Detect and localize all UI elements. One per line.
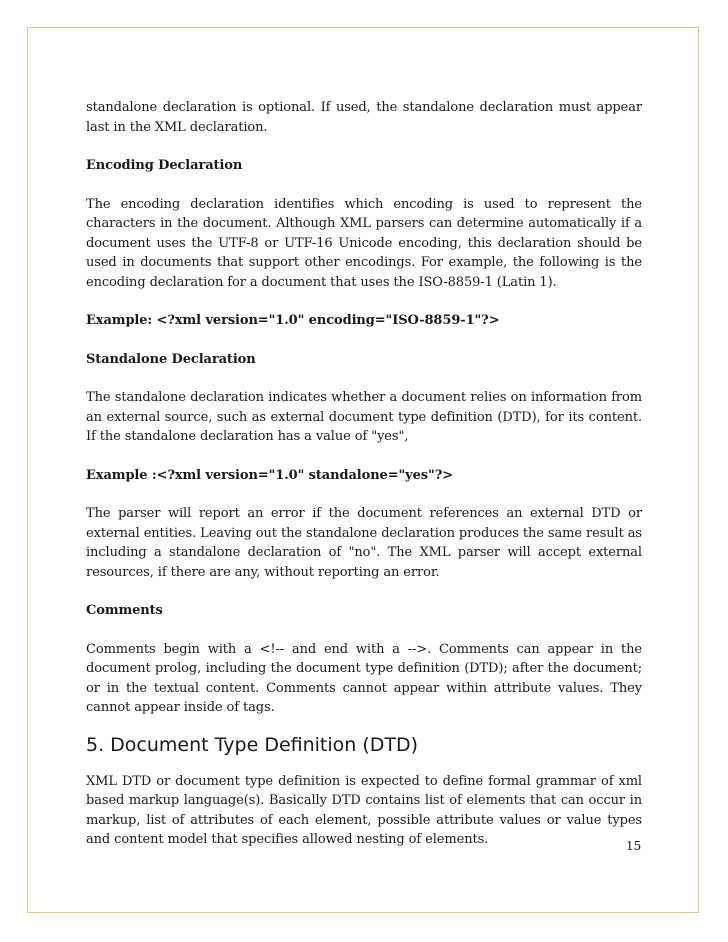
example-encoding: Example: <?xml version="1.0" encoding="ISO-8859-1"?>: [86, 313, 500, 328]
example-standalone: Example :<?xml version="1.0" standalone="yes"?>: [86, 467, 454, 483]
section-heading-dtd: 5. Document Type Definition (DTD): [86, 733, 419, 756]
paragraph-parser-error: The parser will report an error if the document references an external DTD or external entities. Leaving out the standalone declaration produces the same result as including a standalone declaration of "no". The XML parser will accept external resources, if there are any, without reporting an error.: [86, 506, 642, 580]
page-content: [86, 98, 642, 850]
heading-comments: Comments: [86, 603, 163, 618]
paragraph-standalone-optional: standalone declaration is optional. If used, the standalone declaration must appear last in the XML declaration.: [86, 100, 642, 135]
paragraph-dtd: XML DTD or document type definition is expected to define formal grammar of xml based markup language(s). Basically DTD contains list of elements that can occur in markup, list of attributes of each element, possible attribute values or value types and content model that specifies allowed nesting of elements.: [86, 773, 642, 847]
paragraph-encoding: The encoding declaration identifies which encoding is used to represent the characters in the document. Although XML parsers can determine automatically if a document uses the UTF-8 or UTF-16 Unicode encoding, this declaration should be used in documents that support other encodings. For example, the following is the encoding declaration for a document that uses the ISO-8859-1 (Latin 1).: [86, 196, 642, 290]
paragraph-comments: Comments begin with a <!-- and end with a -->. Comments can appear in the document prolog, including the document type definition (DTD); after the document; or in the textual content. Comments cannot appear within attribute values. They cannot appear inside of tags.: [86, 641, 642, 715]
paragraph-standalone: The standalone declaration indicates whether a document relies on information from an external source, such as external document type definition (DTD), for its content. If the standalone declaration has a value of "yes",: [86, 390, 642, 444]
page-number: 15: [626, 839, 642, 853]
heading-encoding-declaration: Encoding Declaration: [86, 158, 243, 173]
heading-standalone-declaration: Standalone Declaration: [86, 351, 256, 367]
